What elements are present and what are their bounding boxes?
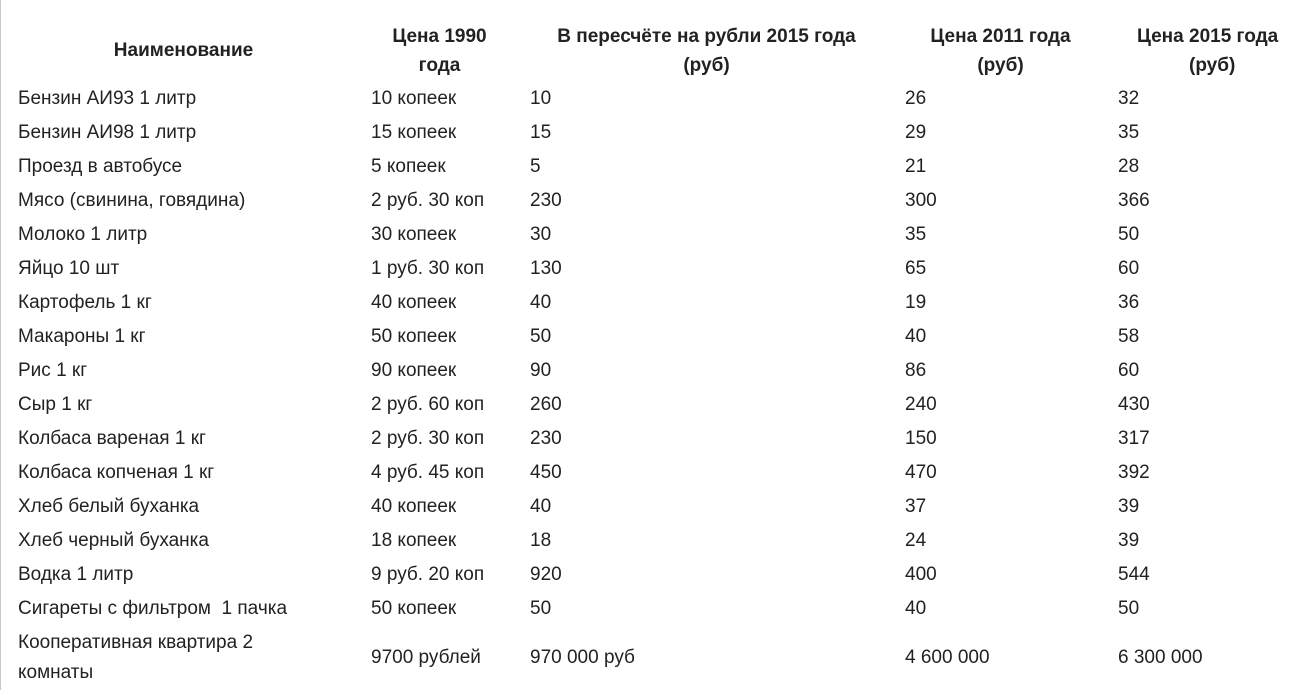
cell-price-1990: 40 копеек bbox=[371, 496, 457, 517]
cell-item-name: Бензин АИ98 1 литр bbox=[18, 122, 197, 143]
cell-price-2011: 21 bbox=[905, 156, 927, 177]
cell-price-2011: 240 bbox=[905, 394, 937, 415]
cell-price-2011: 26 bbox=[905, 88, 927, 109]
header-price-1990-line1: Цена 1990 bbox=[392, 26, 487, 47]
cell-price-2015: 28 bbox=[1118, 156, 1140, 177]
cell-price-2011: 150 bbox=[905, 428, 937, 449]
cell-converted-2015: 50 bbox=[530, 598, 552, 619]
cell-price-1990: 18 копеек bbox=[371, 530, 457, 551]
table-row bbox=[7, 184, 1307, 218]
cell-price-2015: 39 bbox=[1118, 530, 1140, 551]
cell-price-2011: 470 bbox=[905, 462, 937, 483]
cell-price-2015: 430 bbox=[1118, 394, 1150, 415]
cell-item-name: Проезд в автобусе bbox=[18, 156, 183, 177]
cell-price-1990: 1 руб. 30 коп bbox=[371, 258, 485, 279]
header-price-2011-line2: (руб) bbox=[977, 55, 1024, 76]
cell-price-2011: 29 bbox=[905, 122, 927, 143]
header-price-1990 bbox=[360, 18, 519, 82]
cell-price-2011: 4 600 000 bbox=[905, 646, 990, 668]
table-header bbox=[7, 18, 1307, 82]
cell-converted-2015: 130 bbox=[530, 258, 562, 279]
cell-converted-2015: 920 bbox=[530, 564, 562, 585]
header-name-text: Наименование bbox=[113, 39, 254, 61]
cell-item-name: Макароны 1 кг bbox=[18, 326, 146, 347]
cell-price-2015: 60 bbox=[1118, 258, 1140, 279]
cell-price-2011: 40 bbox=[905, 326, 927, 347]
table-row bbox=[7, 286, 1307, 320]
page-left-border bbox=[0, 0, 1, 690]
cell-price-2011: 65 bbox=[905, 258, 927, 279]
cell-converted-2015: 50 bbox=[530, 326, 552, 347]
cell-price-2011: 300 bbox=[905, 190, 937, 211]
cell-converted-2015: 230 bbox=[530, 428, 562, 449]
table-row bbox=[7, 456, 1307, 490]
table-row bbox=[7, 388, 1307, 422]
cell-price-1990: 2 руб. 60 коп bbox=[371, 394, 485, 415]
table-row bbox=[7, 422, 1307, 456]
cell-price-2015: 544 bbox=[1118, 564, 1150, 585]
cell-price-1990: 4 руб. 45 коп bbox=[371, 462, 485, 483]
table-row bbox=[7, 626, 1307, 689]
cell-converted-2015: 10 bbox=[530, 88, 552, 109]
cell-price-2011: 24 bbox=[905, 530, 927, 551]
cell-price-1990: 9 руб. 20 коп bbox=[371, 564, 485, 585]
cell-item-name: Колбаса копченая 1 кг bbox=[18, 462, 215, 483]
cell-price-1990: 15 копеек bbox=[371, 122, 457, 143]
cell-item-name: Хлеб белый буханка bbox=[18, 496, 200, 517]
header-price-1990-line2: года bbox=[418, 55, 461, 76]
cell-converted-2015: 30 bbox=[530, 224, 552, 245]
cell-item-name: Кооперативная квартира 2 комнаты bbox=[18, 631, 254, 683]
header-row bbox=[7, 18, 1307, 82]
cell-item-name: Сигареты с фильтром 1 пачка bbox=[18, 598, 288, 619]
header-price-2015-line2: (руб) bbox=[1189, 55, 1236, 76]
table-row bbox=[7, 320, 1307, 354]
cell-price-2011: 86 bbox=[905, 360, 927, 381]
cell-item-name: Мясо (свинина, говядина) bbox=[18, 190, 246, 211]
cell-price-2015: 392 bbox=[1118, 462, 1150, 483]
cell-item-name: Сыр 1 кг bbox=[18, 394, 93, 415]
cell-price-2015: 36 bbox=[1118, 292, 1140, 313]
cell-price-2015: 58 bbox=[1118, 326, 1140, 347]
table-row bbox=[7, 116, 1307, 150]
cell-converted-2015: 40 bbox=[530, 496, 552, 517]
cell-converted-2015: 15 bbox=[530, 122, 552, 143]
price-table-container bbox=[7, 18, 1307, 689]
table-body bbox=[7, 82, 1307, 689]
cell-item-name: Бензин АИ93 1 литр bbox=[18, 88, 197, 109]
cell-price-1990: 50 копеек bbox=[371, 326, 457, 347]
price-comparison-table bbox=[7, 18, 1307, 689]
table-row bbox=[7, 524, 1307, 558]
header-converted-2015 bbox=[519, 18, 894, 82]
header-price-2015-line1: Цена 2015 года bbox=[1137, 26, 1279, 47]
header-converted-2015-line2: (руб) bbox=[683, 55, 730, 76]
cell-converted-2015: 40 bbox=[530, 292, 552, 313]
header-converted-2015-line1: В пересчёте на рубли 2015 года bbox=[557, 26, 856, 47]
cell-price-1990: 9700 рублей bbox=[371, 646, 481, 668]
cell-converted-2015: 970 000 руб bbox=[530, 646, 635, 668]
cell-converted-2015: 18 bbox=[530, 530, 552, 551]
table-row bbox=[7, 354, 1307, 388]
header-price-2015 bbox=[1107, 18, 1307, 82]
cell-converted-2015: 5 bbox=[530, 156, 541, 177]
cell-price-2015: 50 bbox=[1118, 224, 1140, 245]
cell-item-name: Хлеб черный буханка bbox=[18, 530, 209, 551]
cell-converted-2015: 230 bbox=[530, 190, 562, 211]
header-price-2011 bbox=[894, 18, 1107, 82]
cell-price-2011: 19 bbox=[905, 292, 927, 313]
cell-price-2015: 6 300 000 bbox=[1118, 646, 1203, 668]
header-price-2011-line1: Цена 2011 года bbox=[930, 26, 1071, 47]
table-row bbox=[7, 218, 1307, 252]
cell-price-2011: 35 bbox=[905, 224, 927, 245]
cell-converted-2015: 260 bbox=[530, 394, 562, 415]
cell-price-2011: 400 bbox=[905, 564, 937, 585]
cell-converted-2015: 90 bbox=[530, 360, 552, 381]
cell-price-1990: 2 руб. 30 коп bbox=[371, 428, 485, 449]
table-row bbox=[7, 490, 1307, 524]
cell-converted-2015: 450 bbox=[530, 462, 562, 483]
cell-price-1990: 5 копеек bbox=[371, 156, 446, 177]
header-name bbox=[7, 18, 360, 82]
cell-price-2015: 317 bbox=[1118, 428, 1150, 449]
table-row bbox=[7, 82, 1307, 116]
cell-price-2011: 37 bbox=[905, 496, 927, 517]
cell-price-2015: 32 bbox=[1118, 88, 1140, 109]
cell-item-name: Рис 1 кг bbox=[18, 360, 88, 381]
table-row bbox=[7, 150, 1307, 184]
cell-price-1990: 10 копеек bbox=[371, 88, 457, 109]
cell-price-1990: 2 руб. 30 коп bbox=[371, 190, 485, 211]
cell-price-2015: 50 bbox=[1118, 598, 1140, 619]
cell-item-name: Водка 1 литр bbox=[18, 564, 134, 585]
cell-item-name: Молоко 1 литр bbox=[18, 224, 148, 245]
cell-price-1990: 40 копеек bbox=[371, 292, 457, 313]
cell-price-2011: 40 bbox=[905, 598, 927, 619]
table-row bbox=[7, 252, 1307, 286]
cell-price-1990: 90 копеек bbox=[371, 360, 457, 381]
cell-price-2015: 39 bbox=[1118, 496, 1140, 517]
cell-item-name: Картофель 1 кг bbox=[18, 292, 152, 313]
cell-item-name: Яйцо 10 шт bbox=[18, 258, 120, 279]
cell-item-name: Колбаса вареная 1 кг bbox=[18, 428, 206, 449]
cell-price-2015: 60 bbox=[1118, 360, 1140, 381]
table-row bbox=[7, 558, 1307, 592]
cell-price-2015: 35 bbox=[1118, 122, 1140, 143]
cell-price-1990: 30 копеек bbox=[371, 224, 457, 245]
cell-price-1990: 50 копеек bbox=[371, 598, 457, 619]
table-row bbox=[7, 592, 1307, 626]
cell-price-2015: 366 bbox=[1118, 190, 1150, 211]
